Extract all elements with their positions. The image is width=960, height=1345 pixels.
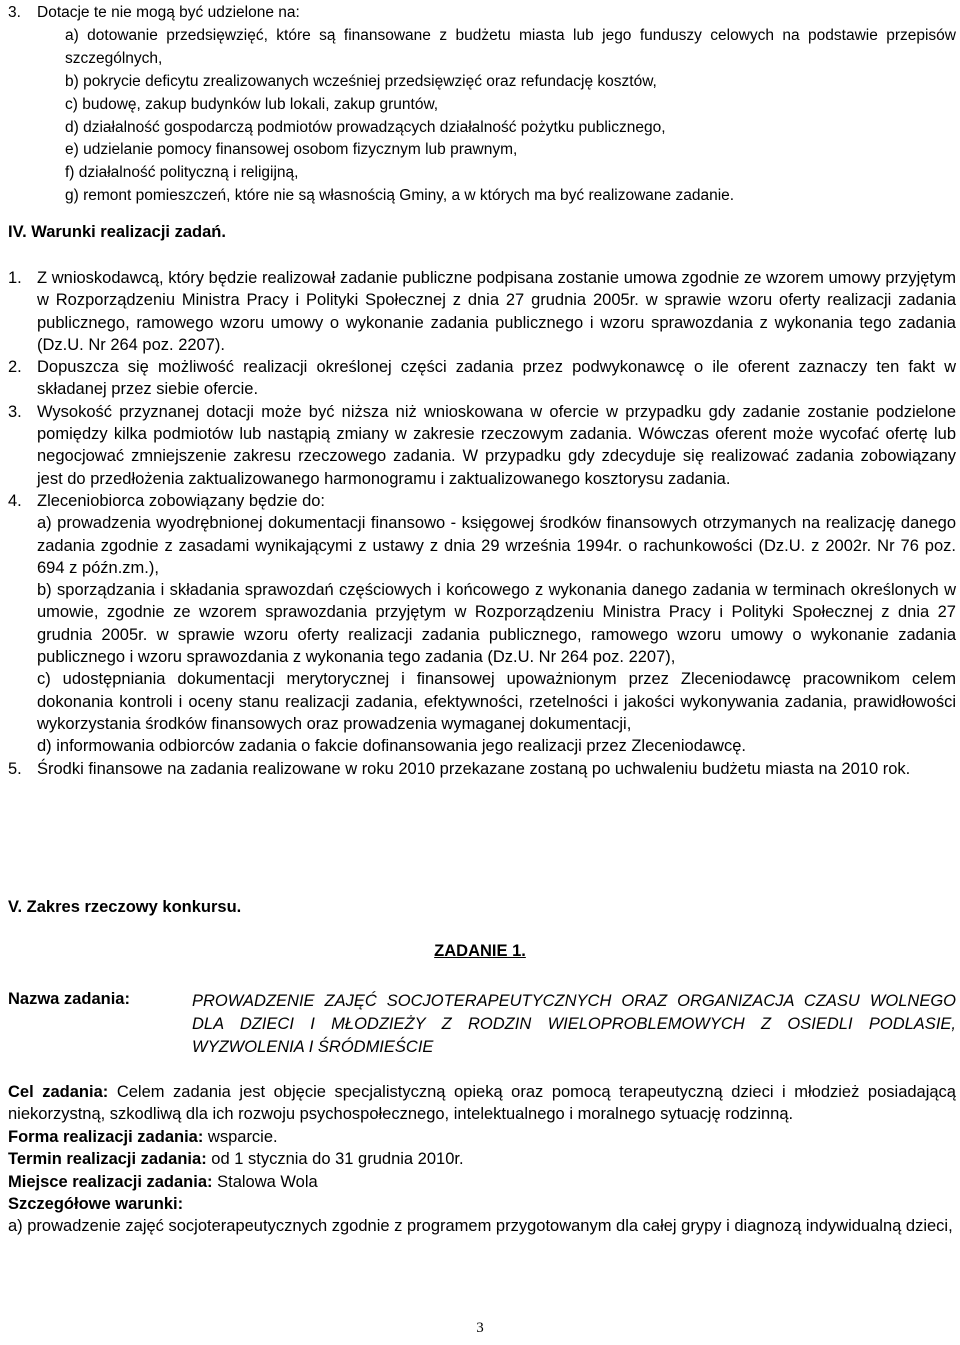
task-conditions-label: Szczegółowe warunki:: [8, 1195, 184, 1214]
page-number: 3: [476, 1320, 484, 1336]
task-condition-a: a) prowadzenie zajęć socjoterapeutycznych zgodnie z programem przygotowanym dla całej grypy i diagnozą indywidualną dzieci,: [8, 1217, 953, 1236]
list-item: a) dotowanie przedsięwzięć, które są finansowane z budżetu miasta lub jego funduszy celowych na podstawie przepisów szczególnych,: [65, 26, 956, 67]
paragraph-text: Wysokość przyznanej dotacji może być niższa niż wnioskowana w ofercie w przypadku gdy zadanie zostanie podzielone pomiędzy kilka podmiotów lub nastąpią zmiany w zakresie rzeczowym zadania. Wówczas oferent może wycofać ofertę lub negocjować zmniejszenie zakresu rzeczowego zadania. W przypadku gdy zdecyduje się realizować zadania zobowiązany jest do przedłożenia zaktualizowanego harmonogramu i zaktualizowanego kosztorysu zadania.: [37, 402, 956, 488]
list-item: b) pokrycie deficytu zrealizowanych wcześniej przedsięwzięć oraz refundację kosztów,: [65, 72, 657, 90]
section-iv-heading: IV. Warunki realizacji zadań.: [8, 223, 226, 241]
task-details: [8, 1081, 956, 1238]
paragraph-text: Dopuszcza się możliwość realizacji określonej części zadania przez podwykonawcę o ile oferent zaznaczy ten fakt w składanej przez siebie ofercie.: [37, 358, 956, 399]
item-number: 3.: [8, 402, 22, 421]
paragraph-text: b) sporządzania i składania sprawozdań częściowych i końcowego z wykonania danego zadania w terminach określonych w umowie, zgodnie ze wzorem sprawozdania przyjętym w Rozporządzeniu Ministra Pracy i Polityki Społecznej z dnia 27 grudnia 2005r. w sprawie wzoru oferty realizacji zadania publicznego, ramowego wzoru umowy o wykonanie zadania publicznego i wzoru sprawozdania z wykonania tego zadania (Dz.U. Nr 264 poz. 2207),: [37, 581, 956, 667]
section-3-heading: Dotacje te nie mogą być udzielone na:: [37, 4, 300, 21]
list-item: [8, 758, 956, 780]
list-item: [8, 267, 956, 356]
task-goal-label: Cel zadania:: [8, 1083, 109, 1101]
section-v-heading: V. Zakres rzeczowy konkursu.: [8, 898, 242, 916]
task-form-value: wsparcie.: [207, 1127, 278, 1146]
task-name-label: Nazwa zadania:: [8, 990, 130, 1008]
list-item: [8, 401, 956, 490]
task-place-value: Stalowa Wola: [217, 1172, 318, 1191]
task-name-value: PROWADZENIE ZAJĘĆ SOCJOTERAPEUTYCZNYCH ORAZ ORGANIZACJA CZASU WOLNEGO DLA DZIECI I MŁODZIEŻY Z RODZIN WIELOPROBLEMOWYCH Z OSIEDLI PODLASIE, WYZWOLENIA I ŚRÓDMIEŚCIE: [192, 992, 956, 1056]
item-number: 2.: [8, 358, 22, 377]
task-term-value: od 1 stycznia do 31 grudnia 2010r.: [211, 1150, 464, 1169]
task-form-label: Forma realizacji zadania:: [8, 1127, 204, 1146]
task-term-label: Termin realizacji zadania:: [8, 1150, 207, 1169]
paragraph-text: Środki finansowe na zadania realizowane w roku 2010 przekazane zostaną po uchwaleniu budżetu miasta na 2010 rok.: [37, 759, 911, 778]
paragraph-text: a) prowadzenia wyodrębnionej dokumentacji finansowo - księgowej środków finansowych otrzymanych na realizację danego zadania zgodnie z zasadami wynikającymi z ustawy z dnia 29 września 1994r. o rachunkowości (Dz.U. z 2002r. Nr 76 poz. 694 z późn.zm.),: [37, 514, 956, 577]
list-item: g) remont pomieszczeń, które nie są własnością Gminy, a w których ma być realizowane zadanie.: [65, 187, 735, 205]
task-goal-value: Celem zadania jest objęcie specjalistyczną opieką oraz pomocą terapeutyczną dzieci i młodzież posiadającą niekorzystną, szkodliwą dla ich rozwoju psychospołecznego, intelektualnego i moralnego sytuację rodzinną.: [8, 1083, 956, 1124]
section-3-list: [8, 2, 956, 208]
item-number: 5.: [8, 759, 22, 778]
task-title: ZADANIE 1.: [434, 942, 526, 960]
item-number: 1.: [8, 269, 22, 287]
paragraph-text: d) informowania odbiorców zadania o fakcie dofinansowania jego realizacji przez Zleceniodawcę.: [37, 737, 746, 756]
list-item: d) działalność gospodarczą podmiotów prowadzących działalność pożytku publicznego,: [65, 118, 666, 136]
paragraph-text: Z wnioskodawcą, który będzie realizował zadanie publiczne podpisana zostanie umowa zgodnie ze wzorem umowy przyjętym w Rozporządzeniu Ministra Pracy i Polityki Społecznej z dnia 27 grudnia 2005r. w sprawie wzoru oferty realizacji zadania publicznego, ramowego wzoru umowy o wykonanie zadania publicznego i wzoru sprawozdania z wykonania tego zadania (Dz.U. Nr 264 poz. 2207).: [37, 269, 956, 354]
paragraph-text: Zleceniobiorca zobowiązany będzie do:: [37, 491, 326, 510]
item-number: 4.: [8, 491, 22, 510]
conditions-list: [8, 267, 956, 780]
paragraph-text: c) udostępniania dokumentacji merytorycznej i finansowej upoważnionym przez Zleceniodawcę pracownikom celem dokonania kontroli i oceny stanu realizacji zadania, efektywności, rzetelności i jakości wykonywania zadania, prawidłowości wykorzystania środków finansowych oraz prowadzenia wymaganej dokumentacji,: [37, 670, 956, 733]
list-item: c) budowę, zakup budynków lub lokali, zakup gruntów,: [65, 95, 439, 113]
section-3-number: 3.: [8, 4, 21, 21]
list-item: e) udzielanie pomocy finansowej osobom fizycznym lub prawnym,: [65, 141, 518, 159]
task-place-label: Miejsce realizacji zadania:: [8, 1172, 213, 1191]
list-item: f) działalność polityczną i religijną,: [65, 164, 299, 182]
list-item: [8, 490, 956, 758]
list-item: [8, 356, 956, 401]
